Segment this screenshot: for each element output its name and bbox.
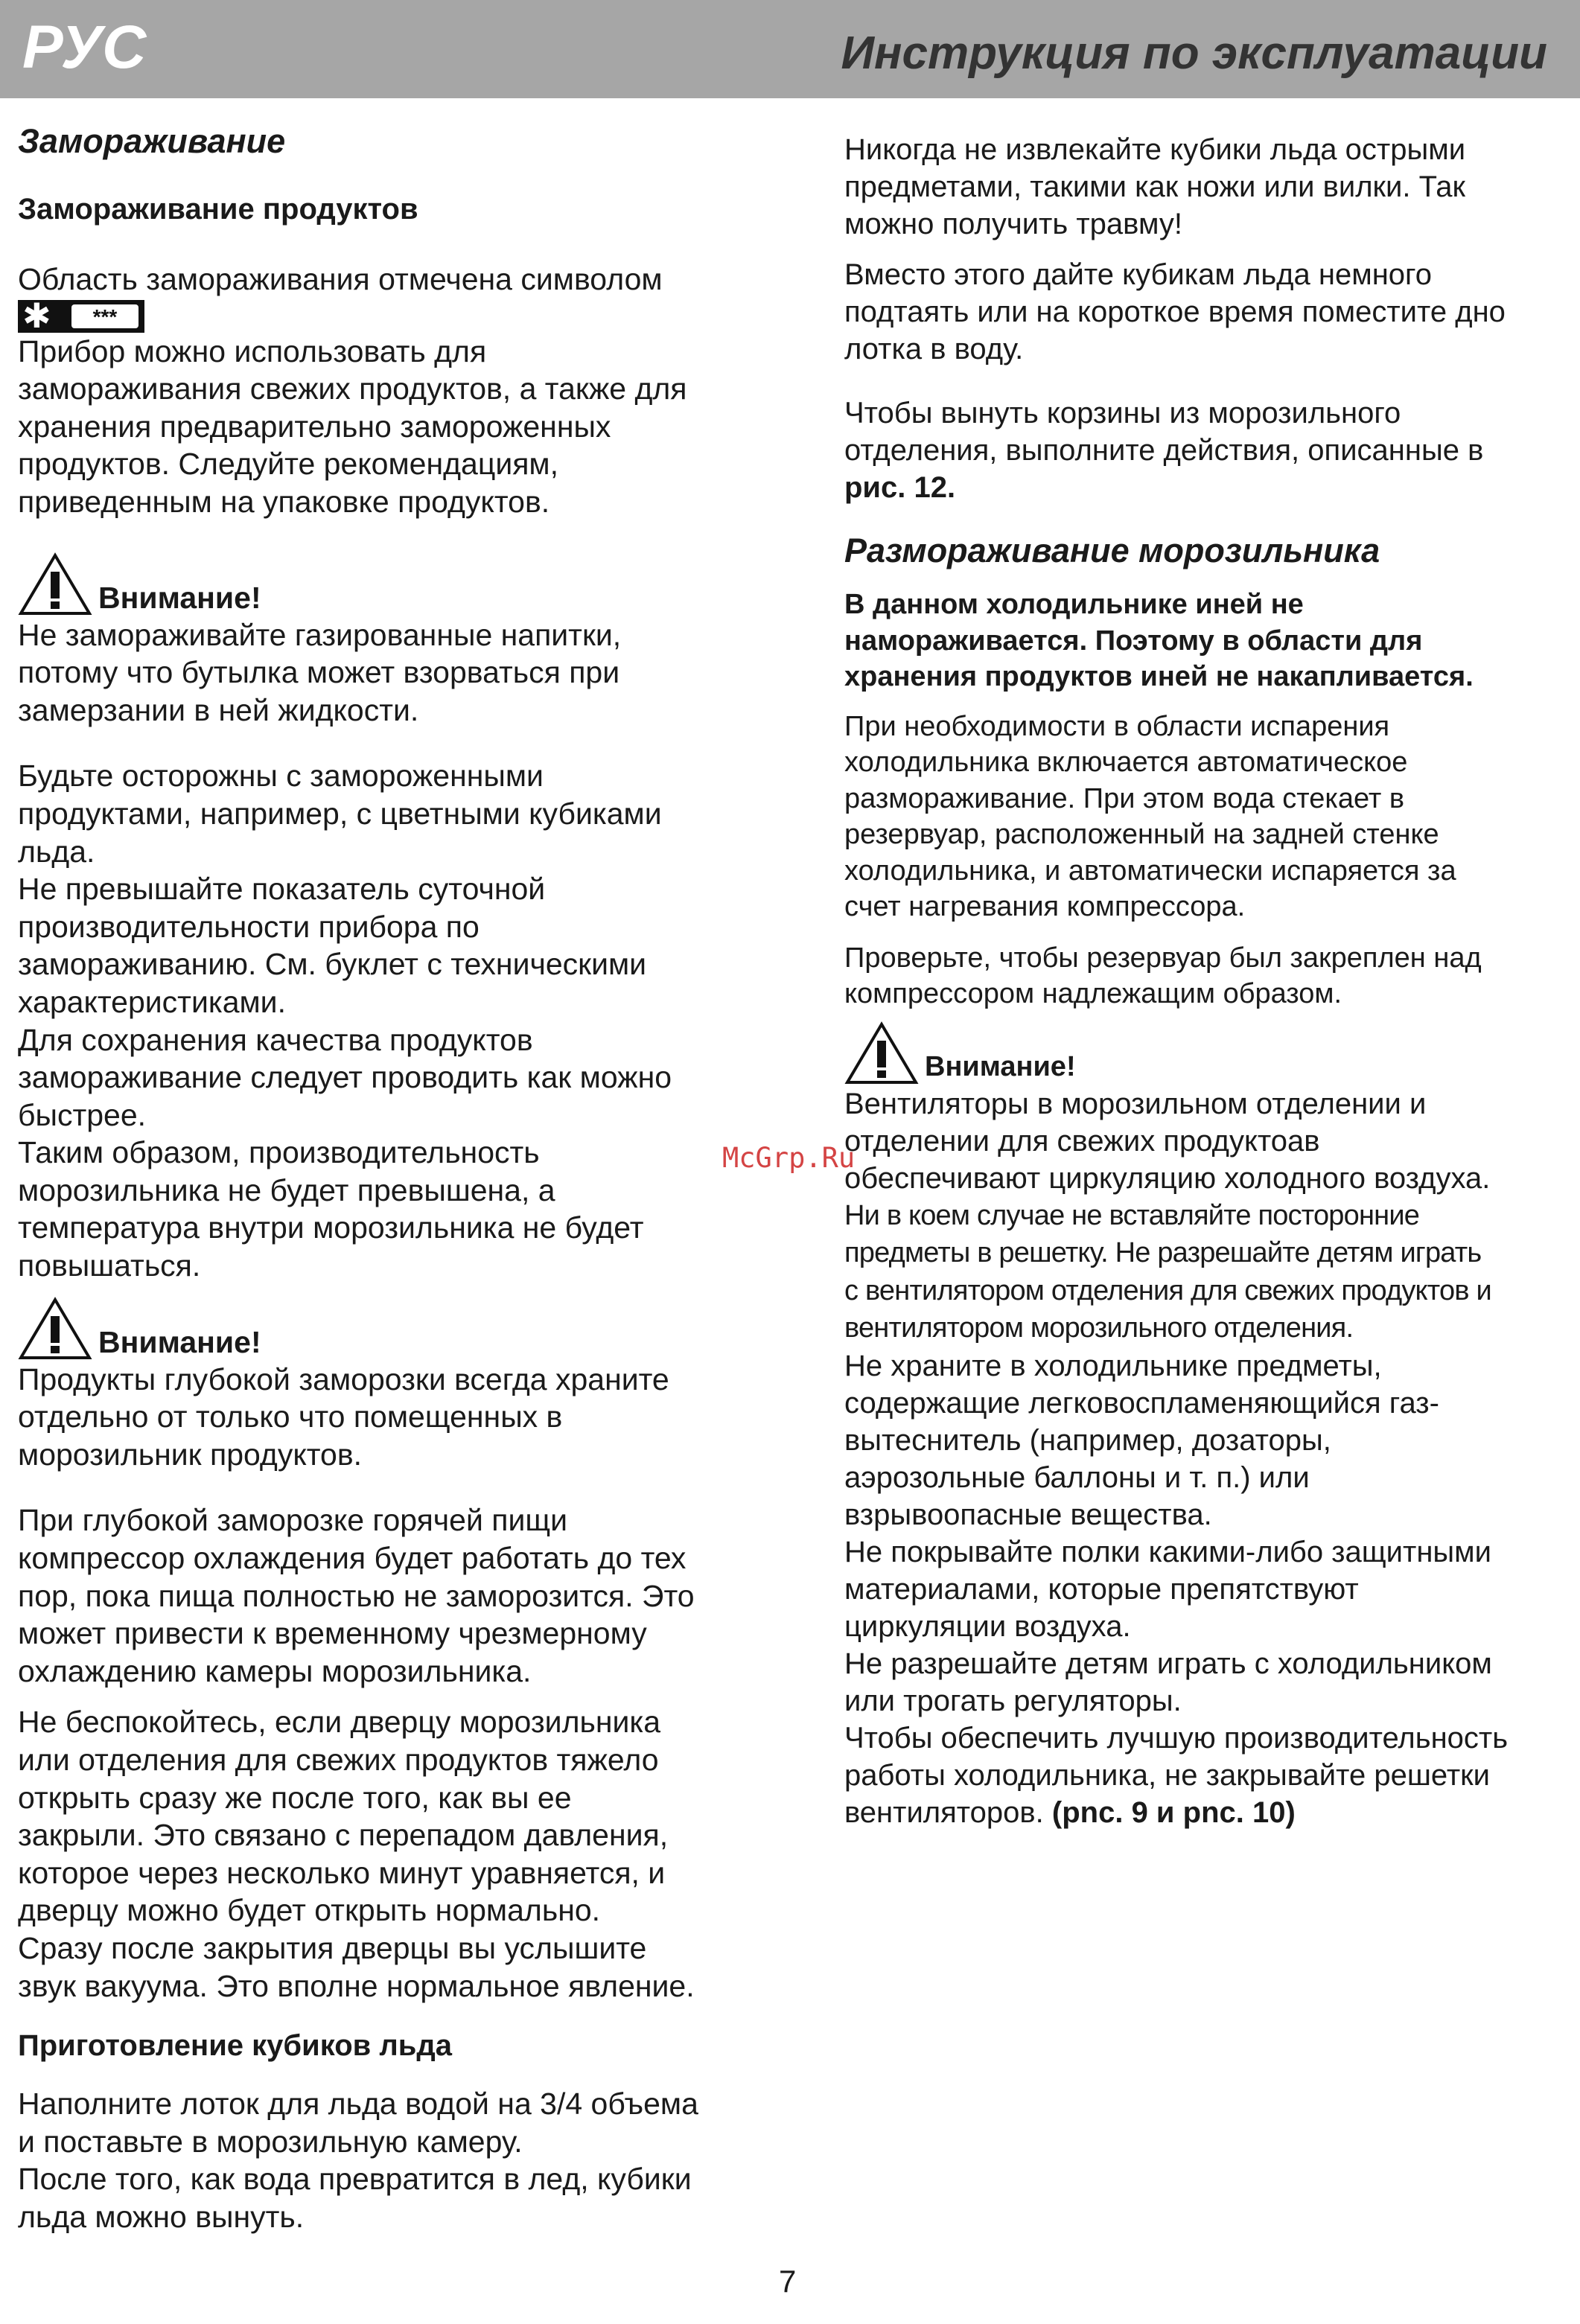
paragraph: Никогда не извлекайте кубики льда острыми предметами, такими как ножи или вилки. Так можно получить травму! bbox=[844, 133, 1466, 240]
paragraph: Наполните лоток для льда водой на 3/4 объема и поставьте в морозильную камеру. После того, как вода превратится в лед, кубики льда можно вынуть. bbox=[18, 2087, 698, 2234]
paragraph: Вместо этого дайте кубикам льда немного подтаять или на короткое время поместите дно лотка в воду. bbox=[844, 258, 1506, 365]
paragraph: Не замораживайте газированные напитки, потому что бутылка может взорваться при замерзании в ней жидкости. bbox=[18, 617, 622, 727]
document-title: Инструкция по эксплуатации bbox=[841, 28, 1547, 79]
paragraph: При глубокой заморозке горячей пищи компрессор охлаждения будет работать до тех пор, пока пища полностью не заморозится. Это может привести к временному чрезмерному охлаждению камеры морозильника. bbox=[18, 1503, 695, 1688]
page-number: 7 bbox=[779, 2264, 797, 2299]
bold-notice: В данном холодильнике иней не намораживается. Поэтому в области для хранения продуктов иней не накапливается. bbox=[844, 589, 1474, 692]
paragraph: При необходимости в области испарения холодильника включается автоматическое размораживание. При этом вода стекает в резервуар, расположенный на задней стенке холодильника, и автоматически испаряется за счет нагревания компрессора. bbox=[844, 710, 1456, 922]
paragraph: Чтобы вынуть корзины из морозильного отделения, выполните действия, описанные в рис. 12. bbox=[844, 397, 1484, 504]
paragraph: Не беспокойтесь, если дверцу морозильника или отделения для свежих продуктов тяжело открыть сразу же после того, как вы ее закрыли. Это связано с перепадом давления, которое через несколько минут уравняется, и дверцу можно будет открыть нормально. Сразу после закрытия дверцы вы услышите звук вакуума. Это вполне нормальное явление. bbox=[18, 1705, 695, 2003]
warning-heading: Внимание! bbox=[18, 1294, 770, 1361]
section-title-freezing: Замораживание bbox=[18, 122, 286, 160]
paragraph: Будьте осторожны с замороженными продуктами, например, с цветными кубиками льда. Не превышайте показатель суточной производительности прибора по замораживанию. См. буклет с техническими характеристиками. Для сохранения качества продуктов замораживание следует проводить как можно быстрее. Таким образом, производительность морозильника не будет превышена, а температура внутри морозильника не будет повышаться. bbox=[18, 759, 672, 1283]
warning-icon bbox=[18, 1297, 92, 1361]
paragraph: Проверьте, чтобы резервуар был закреплен над компрессором надлежащим образом. bbox=[844, 942, 1482, 1009]
paragraph: Не храните в холодильнике предметы, содержащие легковоспламеняющийся газ- вытеснитель (например, дозаторы, аэрозольные баллоны и т. п.) или взрывоопасные вещества. Не покрывайте полки какими-либо защитными материалами, которые препятствуют циркуляции воздуха. Не разрешайте детям играть с холодильником или трогать регуляторы. Чтобы обеспечить лучшую производительность работы холодильника, не закрывайте решетки вентиляторов. (рnс. 9 и рnс. 10) bbox=[844, 1349, 1509, 1829]
figure-reference: (рnс. 9 и рnс. 10) bbox=[1051, 1795, 1296, 1829]
subheading-ice-cubes: Приготовление кубиков льда bbox=[18, 2029, 452, 2063]
warning-icon bbox=[844, 1021, 919, 1085]
warning-icon bbox=[18, 552, 92, 616]
paragraph: Прибор можно использовать для замораживания свежих продуктов, а также для хранения предварительно замороженных продуктов. Следуйте рекомендациям, приведенным на упаковке продуктов. bbox=[18, 333, 687, 519]
paragraph: Вентиляторы в морозильном отделении и отделении для свежих продуктоав обеспечивают циркуляцию холодного воздуха. bbox=[844, 1087, 1491, 1195]
watermark: McGrp.Ru bbox=[722, 1142, 856, 1174]
language-label: РУС bbox=[22, 13, 147, 81]
warning-heading: Внимание! bbox=[844, 1018, 1580, 1085]
subheading-freezing-products: Замораживание продуктов bbox=[18, 193, 418, 226]
paragraph: Область замораживания отмечена символом bbox=[18, 262, 663, 296]
page-header bbox=[0, 0, 1580, 98]
right-column bbox=[844, 131, 1580, 1831]
figure-reference: рис. 12. bbox=[844, 471, 956, 504]
freezer-symbol-icon: ✱ *** bbox=[18, 300, 144, 333]
warning-heading: Внимание! bbox=[18, 549, 770, 616]
section-title-defrosting: Размораживание морозильника bbox=[844, 531, 1380, 569]
left-column bbox=[18, 119, 770, 2236]
paragraph: Продукты глубокой заморозки всегда храните отдельно от только что помещенных в морозильник продуктов. bbox=[18, 1361, 669, 1472]
paragraph: Ни в коем случае не вставляйте посторонние предметы в решетку. Не разрешайте детям играть с вентилятором отделения для свежих продуктов и вентилятором морозильного отделения. bbox=[844, 1199, 1491, 1344]
